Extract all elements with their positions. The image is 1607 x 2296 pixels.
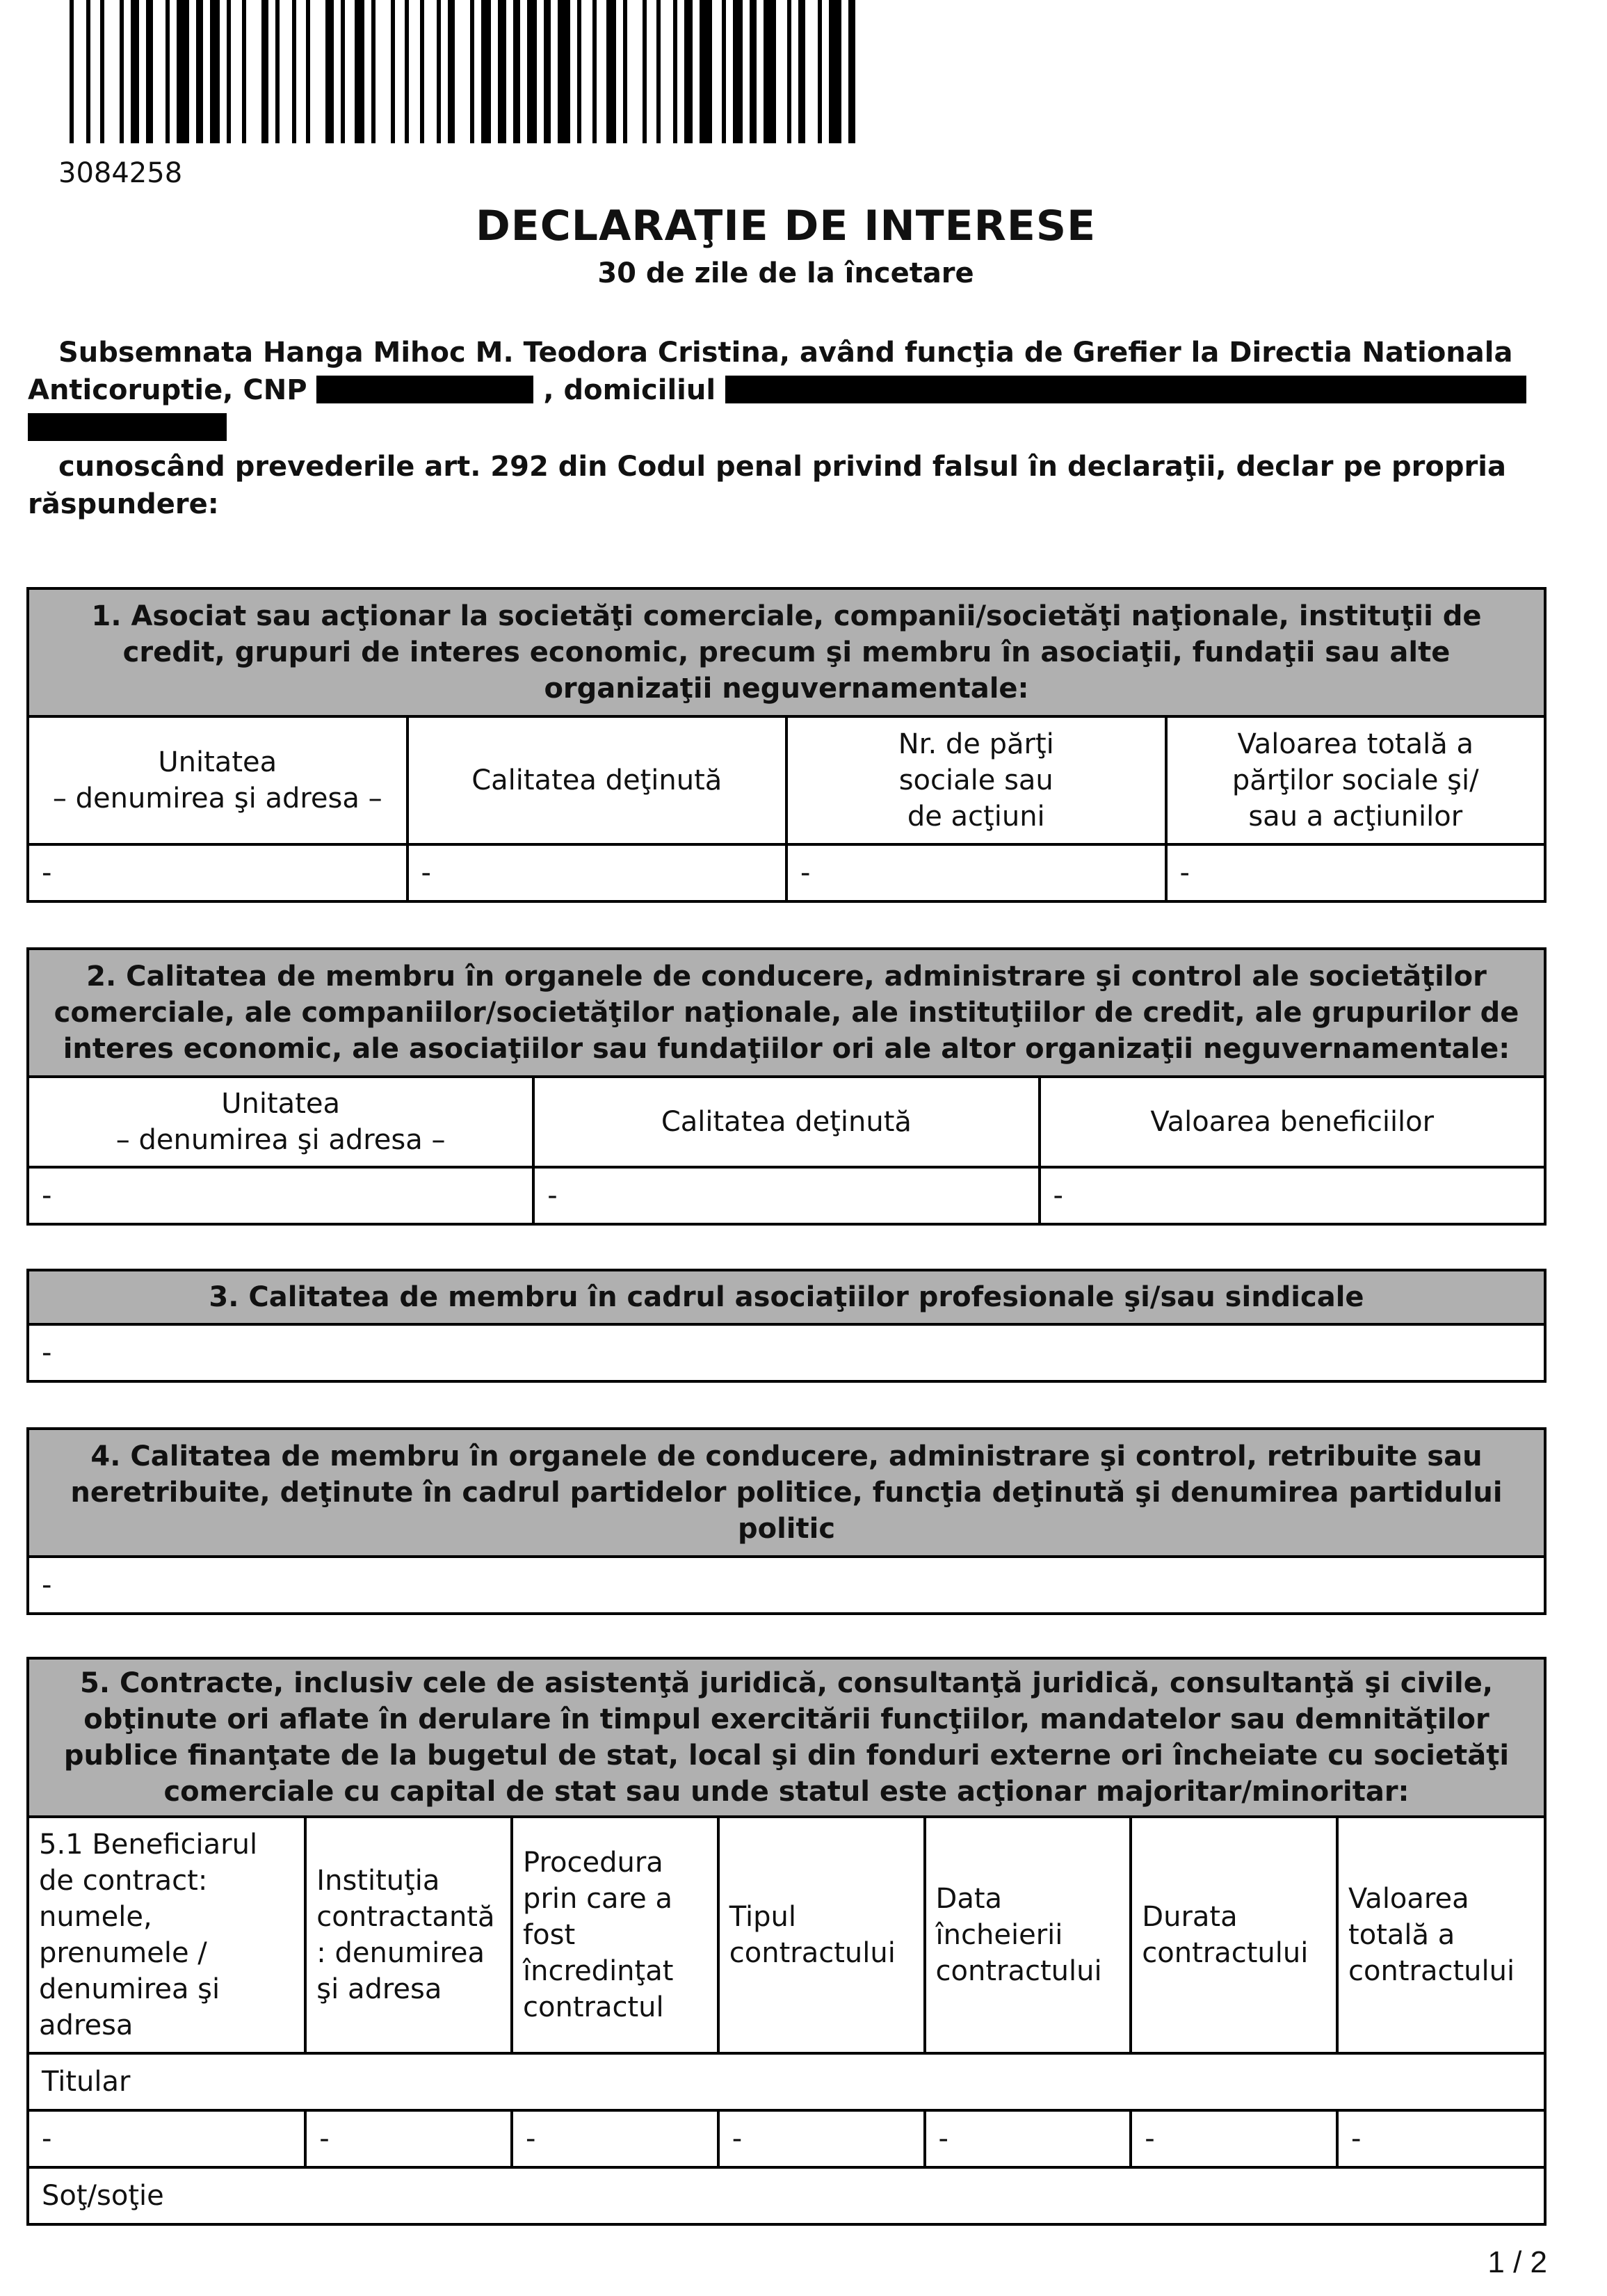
barcode-bar: [623, 0, 627, 143]
barcode-number: 3084258: [58, 157, 183, 189]
barcode-bar: [527, 0, 537, 143]
barcode-bar: [818, 0, 822, 143]
s5-titular-cell: -: [305, 2110, 512, 2167]
barcode-bar: [306, 0, 310, 143]
section-3-heading: 3. Calitatea de membru în cadrul asociaţiilor profesionale şi/sau sindicale: [28, 1270, 1545, 1324]
barcode: [70, 0, 862, 143]
barcode-bar: [437, 0, 441, 143]
legal-paragraph: [28, 448, 1544, 523]
barcode-bar: [405, 0, 409, 143]
s1-col-quality: Calitatea deţinută: [407, 716, 787, 844]
barcode-bar: [544, 0, 551, 143]
page-number: 1 / 2: [1487, 2245, 1547, 2279]
barcode-bar: [558, 0, 570, 143]
barcode-bar: [684, 0, 693, 143]
redacted-address-cont: [28, 413, 227, 441]
intro-line-2a: Anticoruptie, CNP: [28, 374, 307, 406]
s5-col-duration: Durata contractului: [1131, 1817, 1337, 2053]
s5-col-institution: Instituţia contractantă : denumirea şi adresa: [305, 1817, 512, 2053]
section-1-heading: 1. Asociat sau acţionar la societăţi comerciale, companii/societăţi naţionale, instituţii de credit, grupuri de interes economic, precum şi membru în asociaţii, fundaţii sau alte organizaţii neguvernamentale:: [28, 588, 1545, 716]
barcode-bar: [341, 0, 345, 143]
s5-titular-cell: -: [1337, 2110, 1545, 2167]
barcode-bar: [733, 0, 743, 143]
barcode-bar: [829, 0, 841, 143]
barcode-bar: [325, 0, 334, 143]
barcode-bar: [498, 0, 506, 143]
barcode-bar: [120, 0, 124, 143]
barcode-bar: [146, 0, 153, 143]
barcode-bar: [787, 0, 791, 143]
barcode-bar: [391, 0, 395, 143]
barcode-bar: [261, 0, 268, 143]
barcode-bar: [513, 0, 520, 143]
barcode-bar: [275, 0, 280, 143]
legal-line-1: cunoscând prevederile art. 292 din Codul penal privind falsul în declaraţii, declar pe propria: [58, 451, 1506, 483]
s5-titular-cell: -: [28, 2110, 305, 2167]
s1-col-shares: Nr. de părţi sociale sau de acţiuni: [786, 716, 1166, 844]
barcode-bar: [448, 0, 455, 143]
section-2-heading: 2. Calitatea de membru în organele de conducere, administrare şi control ale societăţilor comerciale, ale companiilor/societăţilor naţionale, ale instituţiilor de credit, ale grupurilor de interes economic, ale asociaţiilor sau fundaţiilor ori ale altor organizaţii neguvernamentale:: [28, 949, 1545, 1077]
s5-titular-cell: -: [1131, 2110, 1337, 2167]
barcode-bar: [577, 0, 581, 143]
s3-cell: -: [28, 1324, 1545, 1381]
s5-spouse-label: Soţ/soţie: [28, 2167, 1545, 2224]
s1-cell: -: [786, 844, 1166, 901]
s1-col-unit: Unitatea – denumirea şi adresa –: [28, 716, 407, 844]
barcode-bar: [481, 0, 491, 143]
s2-col-quality: Calitatea deţinută: [533, 1077, 1039, 1167]
s1-cell: -: [28, 844, 407, 901]
barcode-bar: [355, 0, 364, 143]
barcode-bar: [177, 0, 189, 143]
s5-titular-cell: -: [512, 2110, 718, 2167]
barcode-bar: [70, 0, 74, 143]
barcode-bar: [673, 0, 677, 143]
barcode-bar: [371, 0, 375, 143]
barcode-bar: [196, 0, 203, 143]
barcode-bar: [656, 0, 661, 143]
s1-col-value: Valoarea totală a părţilor sociale şi/ sau a acţiunilor: [1166, 716, 1546, 844]
s5-col-type: Tipul contractului: [718, 1817, 925, 2053]
redacted-address: [725, 376, 1526, 403]
intro-paragraph: [28, 334, 1544, 447]
barcode-bar: [242, 0, 246, 143]
s5-titular-label: Titular: [28, 2053, 1545, 2110]
s4-cell: -: [28, 1557, 1545, 1614]
intro-line-1: Subsemnata Hanga Mihoc M. Teodora Cristina, având funcţia de Grefier la Directia Nationala: [58, 337, 1513, 369]
document-subtitle: 30 de zile de la încetare: [597, 257, 974, 289]
legal-line-2: răspundere:: [28, 488, 219, 520]
barcode-bar: [722, 0, 726, 143]
barcode-bar: [750, 0, 757, 143]
section-2-table: [26, 947, 1547, 1226]
barcode-bar: [470, 0, 474, 143]
s2-col-benefits: Valoarea beneficiilor: [1040, 1077, 1546, 1167]
section-4-heading: 4. Calitatea de membru în organele de conducere, administrare şi control, retribuite sau neretribuite, deţinute în cadrul partidelor politice, funcţia deţinută şi denumirea partidului politic: [28, 1429, 1545, 1557]
intro-line-2b: , domiciliul: [543, 374, 716, 406]
barcode-bar: [100, 0, 104, 143]
s5-col-value: Valoarea totală a contractului: [1337, 1817, 1545, 2053]
barcode-bar: [131, 0, 139, 143]
s2-col-unit: Unitatea – denumirea şi adresa –: [28, 1077, 533, 1167]
s2-cell: -: [1040, 1167, 1546, 1224]
s1-cell: -: [407, 844, 787, 901]
barcode-bar: [292, 0, 296, 143]
s2-cell: -: [533, 1167, 1039, 1224]
barcode-bar: [165, 0, 170, 143]
barcode-bar: [798, 0, 805, 143]
s5-col-beneficiary: 5.1 Beneficiarul de contract: numele, prenumele / denumirea şi adresa: [28, 1817, 305, 2053]
section-5-heading: 5. Contracte, inclusiv cele de asistenţă juridică, consultanţă juridică, consultanţă şi civile, obţinute ori aflate în derulare în timpul exercitării funcţiilor, mandatelor sau demnităţilor publice finanţate de la bugetul de stat, local şi din fonduri externe ori încheiate cu societăţi comerciale cu capital de stat sau unde statul este acţionar majoritar/minoritar:: [28, 1658, 1545, 1817]
barcode-bar: [848, 0, 855, 143]
s1-cell: -: [1166, 844, 1546, 901]
barcode-bar: [420, 0, 424, 143]
barcode-bar: [86, 0, 90, 143]
barcode-bar: [592, 0, 597, 143]
barcode-bar: [764, 0, 776, 143]
document-title: DECLARAŢIE DE INTERESE: [475, 202, 1097, 250]
s5-titular-cell: -: [925, 2110, 1131, 2167]
barcode-bar: [227, 0, 231, 143]
section-3-table: [26, 1269, 1547, 1383]
s2-cell: -: [28, 1167, 533, 1224]
section-4-table: [26, 1427, 1547, 1615]
s5-col-date: Data încheierii contractului: [925, 1817, 1131, 2053]
barcode-bar: [700, 0, 712, 143]
barcode-bar: [606, 0, 616, 143]
s5-col-procedure: Procedura prin care a fost încredinţat contractul: [512, 1817, 718, 2053]
barcode-bar: [643, 0, 647, 143]
barcode-bar: [210, 0, 220, 143]
section-5-table: [26, 1657, 1547, 2226]
s5-titular-cell: -: [718, 2110, 925, 2167]
section-1-table: [26, 587, 1547, 903]
redacted-cnp: [316, 376, 533, 403]
